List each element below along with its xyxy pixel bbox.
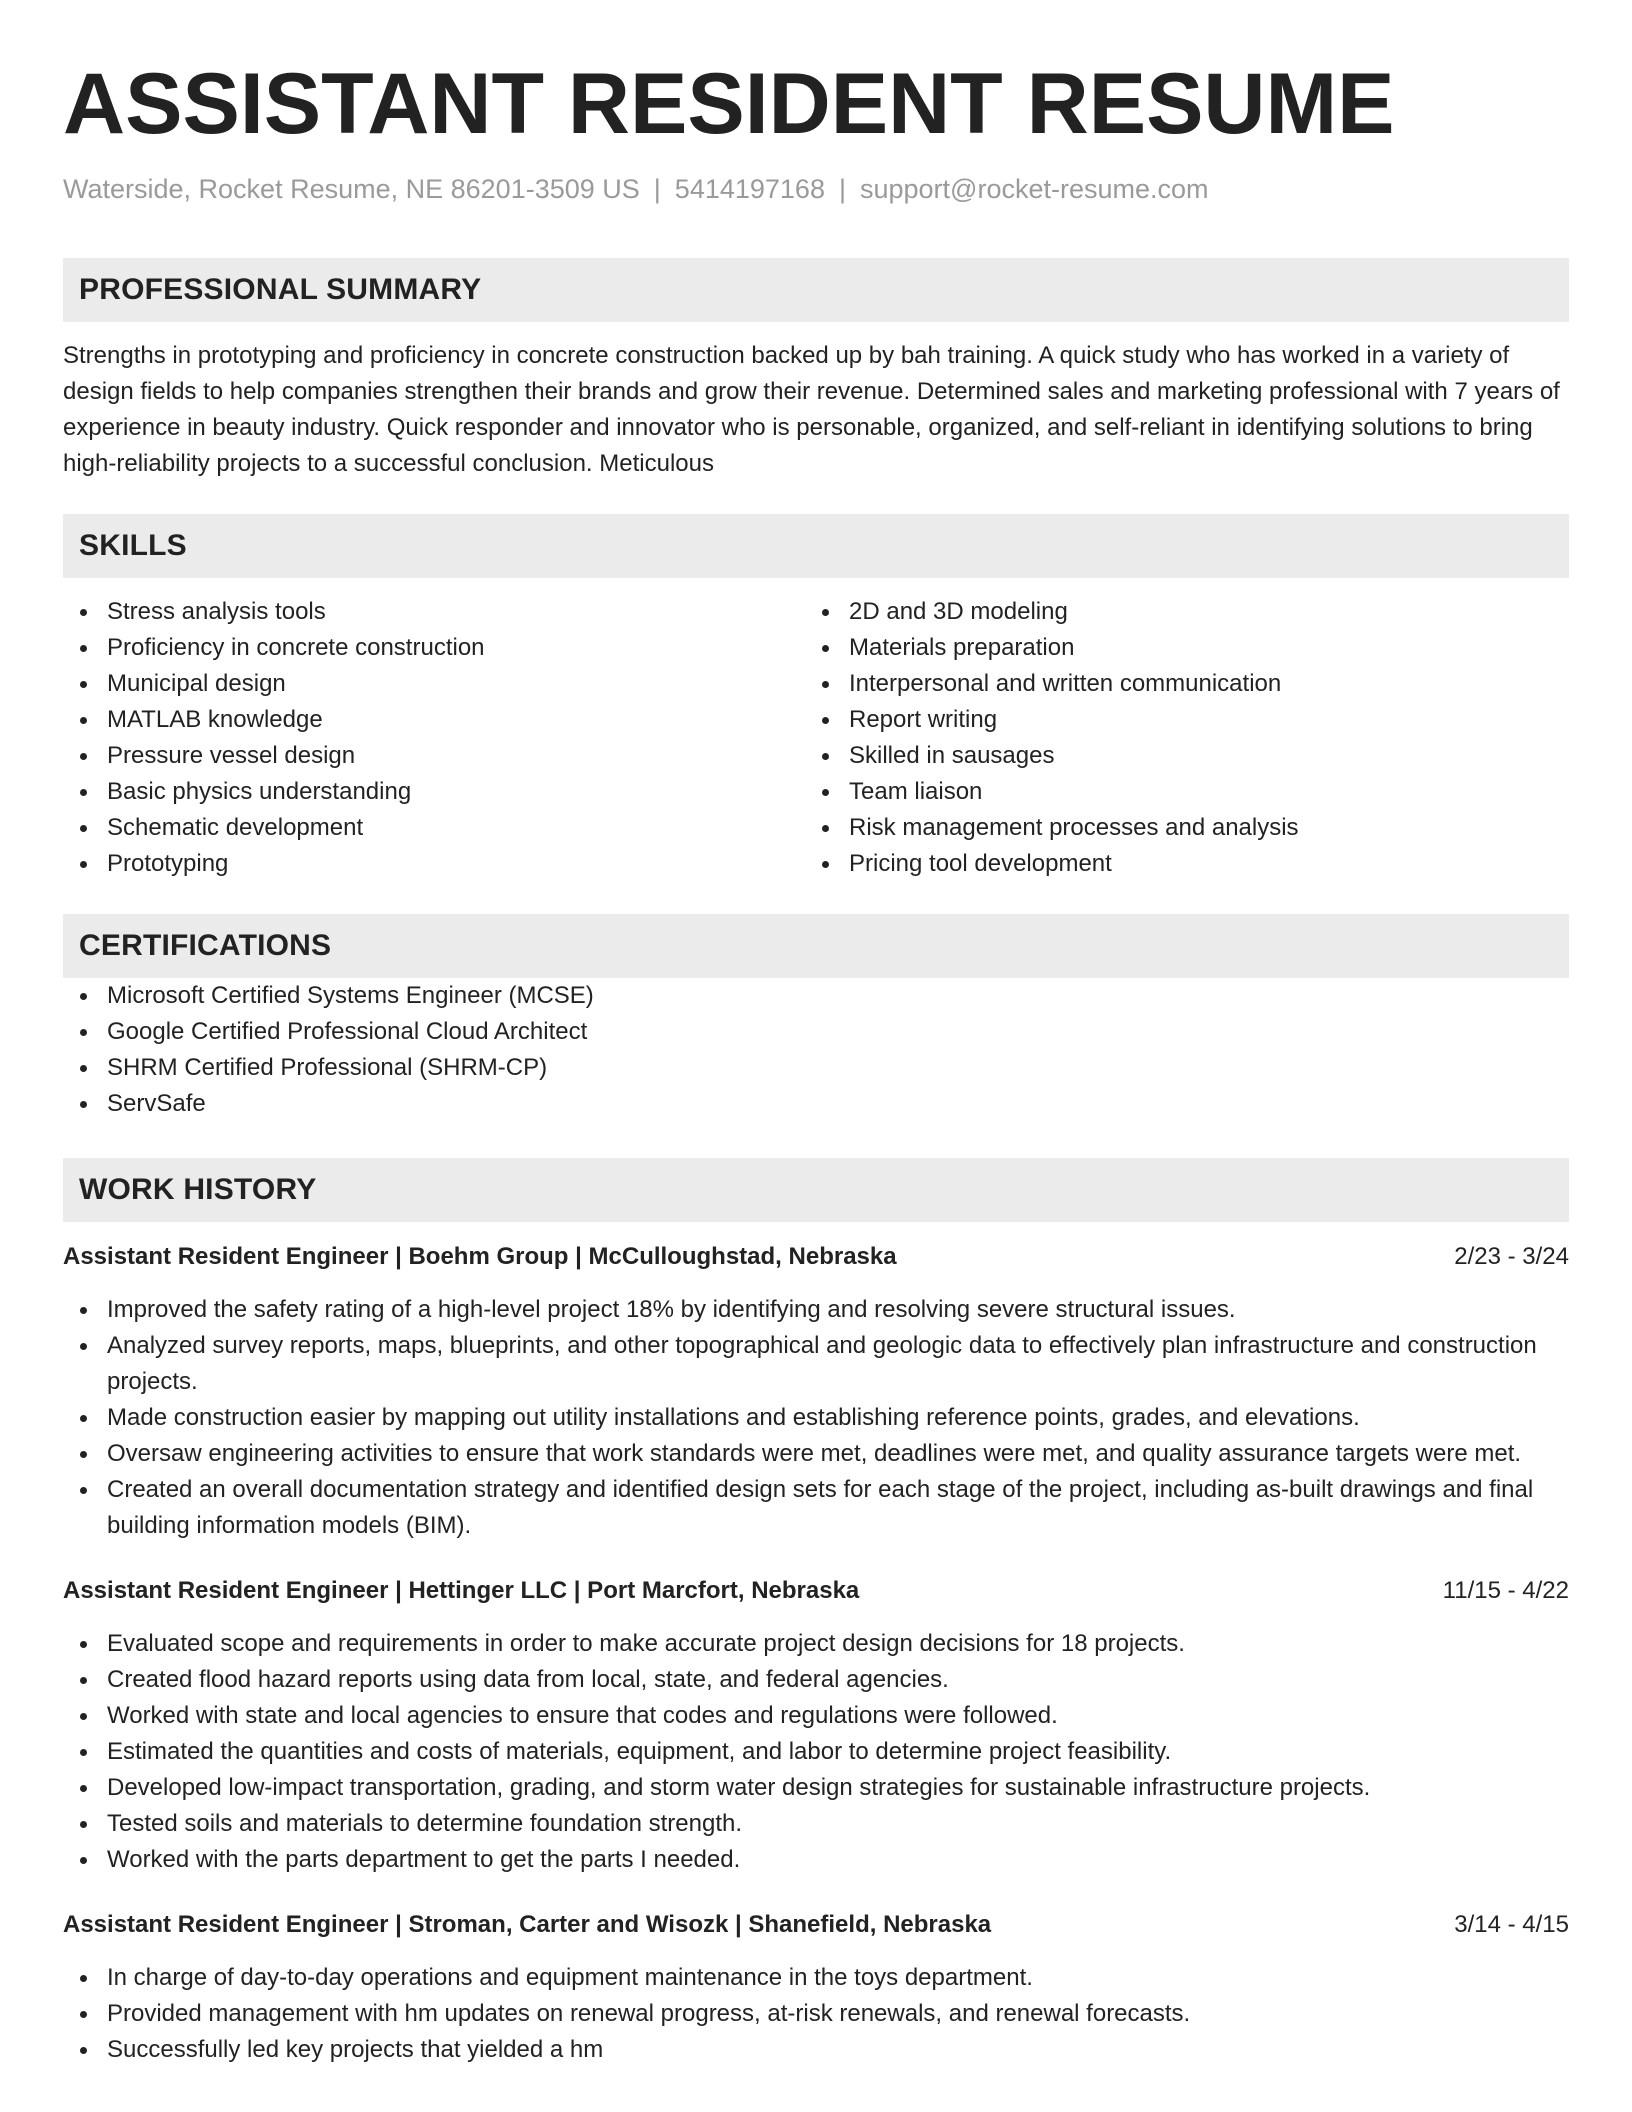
job-header xyxy=(63,1240,1569,1274)
skill-item: Pricing tool development xyxy=(805,846,1547,882)
job-duty-item: Improved the safety rating of a high-level project 18% by identifying and resolving severe structural issues. xyxy=(63,1292,1569,1328)
job-duty-item: In charge of day-to-day operations and equipment maintenance in the toys department. xyxy=(63,1960,1569,1996)
summary-text: Strengths in prototyping and proficiency in concrete construction backed up by bah training. A quick study who has worked in a variety of design fields to help companies strengthen their brands and grow their revenue. Determined sales and marketing professional with 7 years of experience in beauty industry. Quick responder and innovator who is personable, organized, and self-reliant in identifying solutions to bring high-reliability projects to a successful conclusion. Meticulous xyxy=(63,342,1560,477)
skill-item: Basic physics understanding xyxy=(63,774,805,810)
summary-heading: PROFESSIONAL SUMMARY xyxy=(63,258,1569,322)
job-title: Assistant Resident Engineer | Hettinger LLC | Port Marcfort, Nebraska xyxy=(63,1577,860,1604)
skill-item: Materials preparation xyxy=(805,630,1547,666)
job-duty-item: Created an overall documentation strategy and identified design sets for each stage of the project, including as-built drawings and final building information models (BIM). xyxy=(63,1472,1569,1544)
skill-item: Risk management processes and analysis xyxy=(805,810,1547,846)
job-title: Assistant Resident Engineer | Stroman, Carter and Wisozk | Shanefield, Nebraska xyxy=(63,1911,992,1938)
contact-email: support@rocket-resume.com xyxy=(859,174,1209,204)
contact-phone: 5414197168 xyxy=(674,174,825,204)
job-duty-item: Provided management with hm updates on renewal progress, at-risk renewals, and renewal forecasts. xyxy=(63,1996,1569,2032)
skills-columns xyxy=(63,594,1569,882)
contact-address: Waterside, Rocket Resume, NE 86201-3509 US xyxy=(63,174,640,204)
job-dates: 11/15 - 4/22 xyxy=(1442,1577,1569,1604)
job-duty-item: Worked with the parts department to get the parts I needed. xyxy=(63,1842,1569,1878)
work-history-heading: WORK HISTORY xyxy=(63,1158,1569,1222)
job-dates: 3/14 - 4/15 xyxy=(1454,1911,1569,1938)
certification-item: ServSafe xyxy=(63,1086,1569,1122)
job-duties-list xyxy=(63,1960,1569,2068)
skill-item: 2D and 3D modeling xyxy=(805,594,1547,630)
job-duty-item: Tested soils and materials to determine foundation strength. xyxy=(63,1806,1569,1842)
job-duty-item: Successfully led key projects that yielded a hm xyxy=(63,2032,1569,2068)
skill-item: Schematic development xyxy=(63,810,805,846)
certifications-heading: CERTIFICATIONS xyxy=(63,914,1569,978)
job-duties-list xyxy=(63,1626,1569,1878)
job-header xyxy=(63,1908,1569,1942)
certification-item: Google Certified Professional Cloud Architect xyxy=(63,1014,1569,1050)
job-duty-item: Analyzed survey reports, maps, blueprints, and other topographical and geologic data to effectively plan infrastructure and construction projects. xyxy=(63,1328,1569,1400)
job-duty-item: Made construction easier by mapping out utility installations and establishing reference points, grades, and elevations. xyxy=(63,1400,1569,1436)
job-duty-item: Evaluated scope and requirements in order to make accurate project design decisions for 18 projects. xyxy=(63,1626,1569,1662)
skill-item: Pressure vessel design xyxy=(63,738,805,774)
certification-item: SHRM Certified Professional (SHRM-CP) xyxy=(63,1050,1569,1086)
skill-item: Stress analysis tools xyxy=(63,594,805,630)
job-entry xyxy=(63,1240,1569,1544)
job-entry xyxy=(63,1574,1569,1878)
skill-item: Interpersonal and written communication xyxy=(805,666,1547,702)
job-duties-list xyxy=(63,1292,1569,1544)
contact-separator: | xyxy=(653,174,661,204)
skills-list-right xyxy=(805,594,1547,882)
job-duty-item: Worked with state and local agencies to ensure that codes and regulations were followed. xyxy=(63,1698,1569,1734)
job-entry xyxy=(63,1908,1569,2068)
skill-item: Municipal design xyxy=(63,666,805,702)
job-dates: 2/23 - 3/24 xyxy=(1454,1243,1569,1270)
job-duty-item: Estimated the quantities and costs of materials, equipment, and labor to determine project feasibility. xyxy=(63,1734,1569,1770)
skill-item: Prototyping xyxy=(63,846,805,882)
skill-item: MATLAB knowledge xyxy=(63,702,805,738)
job-duty-item: Oversaw engineering activities to ensure that work standards were met, deadlines were met, and quality assurance targets were met. xyxy=(63,1436,1569,1472)
skill-item: Proficiency in concrete construction xyxy=(63,630,805,666)
certifications-list xyxy=(63,978,1569,1122)
certification-item: Microsoft Certified Systems Engineer (MCSE) xyxy=(63,978,1569,1014)
skills-list-left xyxy=(63,594,805,882)
job-duty-item: Created flood hazard reports using data from local, state, and federal agencies. xyxy=(63,1662,1569,1698)
contact-line xyxy=(63,172,1569,206)
job-duty-item: Developed low-impact transportation, grading, and storm water design strategies for sustainable infrastructure projects. xyxy=(63,1770,1569,1806)
skill-item: Report writing xyxy=(805,702,1547,738)
skills-column-left xyxy=(63,594,805,882)
skill-item: Skilled in sausages xyxy=(805,738,1547,774)
skill-item: Team liaison xyxy=(805,774,1547,810)
job-title: Assistant Resident Engineer | Boehm Group | McCulloughstad, Nebraska xyxy=(63,1243,897,1270)
skills-column-right xyxy=(805,594,1547,882)
job-header xyxy=(63,1574,1569,1608)
skills-heading: SKILLS xyxy=(63,514,1569,578)
contact-separator: | xyxy=(838,174,846,204)
resume-title: ASSISTANT RESIDENT RESUME xyxy=(63,56,1395,152)
work-history-list xyxy=(63,1240,1569,2068)
